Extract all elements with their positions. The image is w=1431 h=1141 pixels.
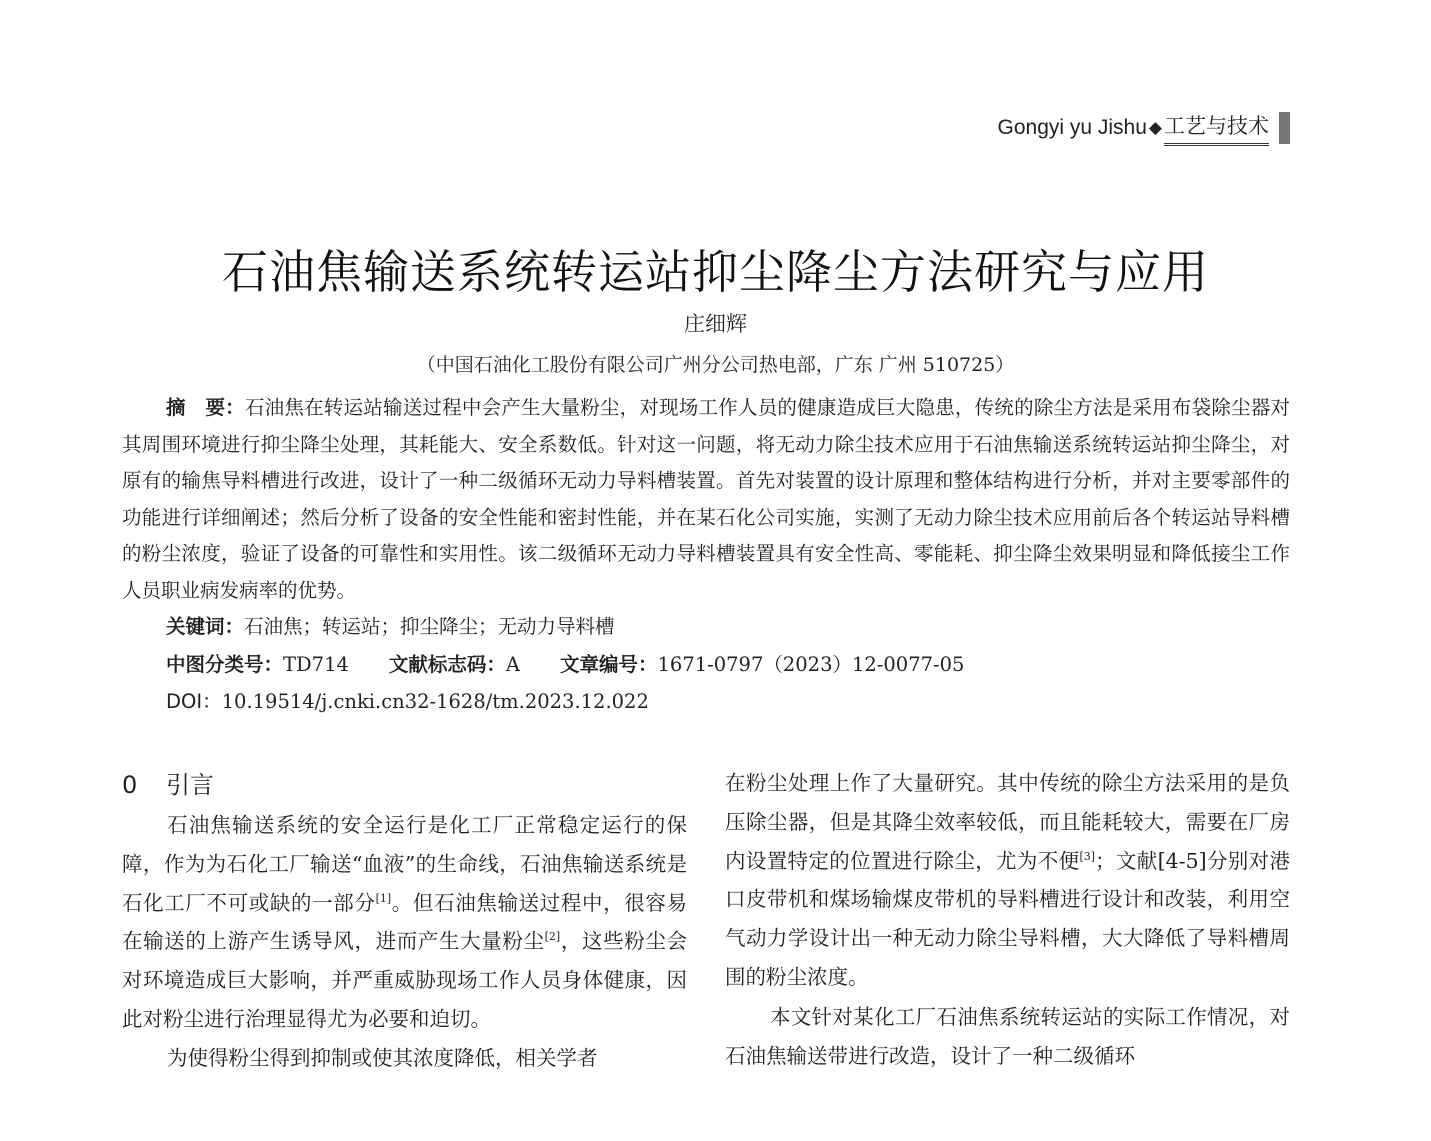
affiliation: （中国石油化工股份有限公司广州分公司热电部，广东 广州 510725）: [416, 354, 1015, 376]
doi-value: 10.19514/j.cnki.cn32-1628/tm.2023.12.022: [221, 690, 649, 713]
paragraph: [122, 806, 687, 1039]
author: 庄细辉: [684, 312, 747, 336]
header-section: 工艺与技术: [1164, 110, 1269, 146]
diamond-icon: ◆: [1148, 118, 1162, 137]
paragraph-text: 为使得粉尘得到抑制或使其浓度降低，相关学者: [167, 1045, 598, 1070]
paragraph-text: 石油焦输送系统的安全运行是化工厂正常稳定运行的保障，作为为石化工厂输送“血液”的生命线，石油焦输送系统是石化工厂不可或缺的一部分: [122, 813, 687, 915]
paragraph: [725, 764, 1290, 997]
keywords-label: 关键词：: [166, 615, 245, 638]
clc-value: TD714: [283, 653, 349, 676]
doi: [166, 686, 649, 714]
paragraph-text: 本文针对某化工厂石油焦系统转运站的实际工作情况，对石油焦输送带进行改造，设计了一种二级循环: [725, 1004, 1290, 1068]
clc-label: 中图分类号：: [166, 653, 284, 676]
section-title: 引言: [166, 771, 214, 799]
right-column: [725, 764, 1290, 1075]
classification: [166, 649, 964, 677]
keywords-text: 石油焦；转运站；抑尘降尘；无动力导料槽: [244, 615, 615, 638]
section-heading: [122, 764, 687, 806]
left-column: [122, 764, 687, 1078]
doc-code-label: 文献标志码：: [388, 653, 506, 676]
section-number: 0: [122, 771, 138, 799]
article-no-value: 1671-0797（2023）12-0077-05: [657, 653, 965, 676]
paragraph: [122, 1039, 687, 1078]
doc-code-value: A: [505, 653, 520, 676]
running-header: [998, 110, 1291, 146]
paragraph-text: ；文献[4-5]分别对港口皮带机和煤场输煤皮带机的导料槽进行设计和改装，利用空气动力学设计出一种无动力除尘导料槽，大大降低了导料槽周围的粉尘浓度。: [725, 848, 1291, 989]
keywords: [166, 611, 615, 639]
paragraph-text: 。但石油焦输送过程中，很容易在输送的上游产生诱导风，进而产生大量粉尘: [122, 890, 688, 954]
article-no-label: 文章编号：: [560, 653, 658, 676]
paragraph-text: ，这些粉尘会对环境造成巨大影响，并严重威胁现场工作人员身体健康，因此对粉尘进行治理显得尤为必要和迫切。: [122, 929, 688, 1031]
citation: [1]: [375, 891, 392, 905]
abstract: [122, 390, 1290, 610]
paper-title: 石油焦输送系统转运站抑尘降尘方法研究与应用: [222, 245, 1209, 299]
doi-label: DOI：: [166, 690, 222, 713]
header-bar-mark: [1279, 112, 1290, 144]
citation: [2]: [544, 930, 561, 944]
abstract-label: 摘 要：: [166, 396, 245, 419]
paragraph-text: 在粉尘处理上作了大量研究。其中传统的除尘方法采用的是负压除尘器，但是其降尘效率较低，而且能耗较大，需要在厂房内设置特定的位置进行除尘，尤为不便: [725, 771, 1290, 873]
paragraph: [725, 998, 1290, 1076]
header-pinyin: Gongyi yu Jishu: [997, 116, 1147, 139]
abstract-text: 石油焦在转运站输送过程中会产生大量粉尘，对现场工作人员的健康造成巨大隐患，传统的除尘方法是采用布袋除尘器对其周围环境进行抑尘降尘处理，其耗能大、安全系数低。针对这一问题，将无动力除尘技术应用于石油焦输送系统转运站抑尘降尘，对原有的输焦导料槽进行改进，设计了一种二级循环无动力导料槽装置。首先对装置的设计原理和整体结构进行分析，并对主要零部件的功能进行详细阐述；然后分析了设备的安全性能和密封性能，并在某石化公司实施，实测了无动力除尘技术应用前后各个转运站导料槽的粉尘浓度，验证了设备的可靠性和实用性。该二级循环无动力导料槽装置具有安全性高、零能耗、抑尘降尘效果明显和降低接尘工作人员职业病发病率的优势。: [122, 396, 1290, 602]
citation: [3]: [1079, 849, 1096, 863]
